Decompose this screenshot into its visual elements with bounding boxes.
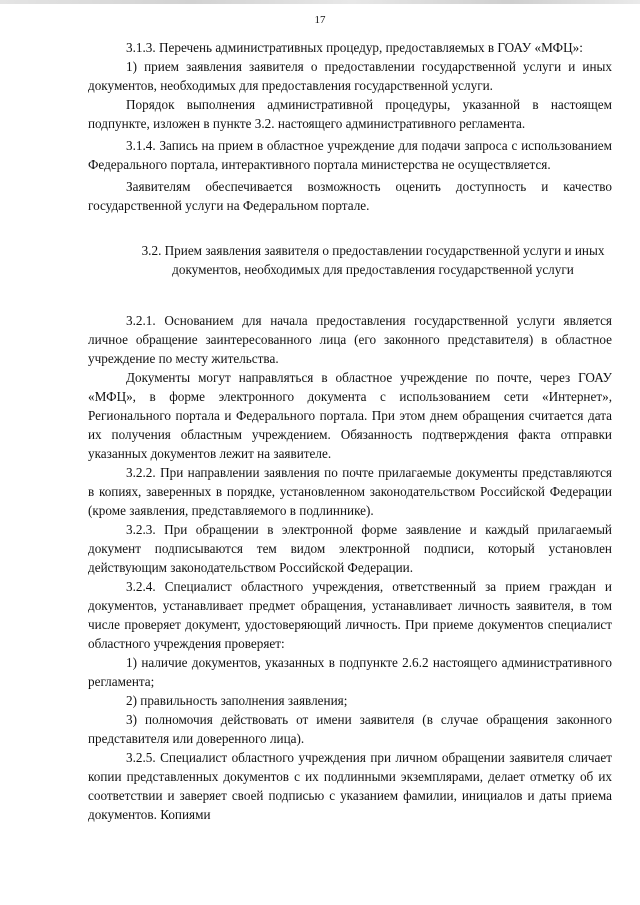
paragraph-procedure-order: Порядок выполнения административной процедуры, указанной в настоящем подпункте, изложен в пункте 3.2. настоящего административного регламента. [88,97,612,131]
check-item-2: 2) правильность заполнения заявления; [126,693,348,708]
check-item-1: 1) наличие документов, указанных в подпункте 2.6.2 настоящего административного регламента; [88,655,612,689]
paragraph-3-1-3: 3.1.3. Перечень административных процедур, предоставляемых в ГОАУ «МФЦ»: [126,40,583,55]
page-number: 17 [314,14,326,26]
paragraph-3-2-4: 3.2.4. Специалист областного учреждения, ответственный за прием граждан и документов, устанавливает предмет обращения, устанавливает личность заявителя, в том числе проверяет документ, удостоверяющий личность. При приеме документов специалист областного учреждения проверяет: [88,579,612,651]
paragraph-3-1-4: 3.1.4. Запись на прием в областное учреждение для подачи запроса с использованием Федерального портала, интерактивного портала министерства не осуществляется. [88,138,612,172]
paragraph-3-1-3-item-1: 1) прием заявления заявителя о предоставлении государственной услуги и иных документов, необходимых для предоставления государственной услуги. [88,59,612,93]
check-item-3: 3) полномочия действовать от имени заявителя (в случае обращения законного представителя или доверенного лица). [88,712,612,746]
section-heading-3-2: 3.2. Прием заявления заявителя о предоставлении государственной услуги и иных документов, необходимых для предоставления государственной услуги [141,243,605,277]
paragraph-3-2-3: 3.2.3. При обращении в электронной форме заявление и каждый прилагаемый документ подписываются тем видом электронной подписи, который установлен действующим законодательством Российской Федерации. [88,522,612,575]
scan-edge [0,0,640,4]
paragraph-3-2-1: 3.2.1. Основанием для начала предоставления государственной услуги является личное обращение заинтересованного лица (его законного представителя) в областное учреждение по месту жительства. [88,313,612,366]
paragraph-3-2-2: 3.2.2. При направлении заявления по почте прилагаемые документы представляются в копиях, заверенных в порядке, установленном законодательством Российской Федерации (кроме заявления, представляемого в подлиннике). [88,465,612,518]
paragraph-3-2-5: 3.2.5. Специалист областного учреждения при личном обращении заявителя сличает копии представленных документов с их подлинными экземплярами, делает отметку об их соответствии и заверяет своей подписью с указанием фамилии, инициалов и даты приема документов. Копиями [88,750,612,822]
paragraph-quality-assessment: Заявителям обеспечивается возможность оценить доступность и качество государственной услуги на Федеральном портале. [88,179,612,213]
document-body [88,38,612,824]
paragraph-documents-sending: Документы могут направляться в областное учреждение по почте, через ГОАУ «МФЦ», в форме электронного документа с использованием сети «Интернет», Регионального портала и Федерального портала. При этом днем обращения считается дата их получения областным учреждением. Обязанность подтверждения факта отправки указанных документов лежит на заявителе. [88,370,612,461]
